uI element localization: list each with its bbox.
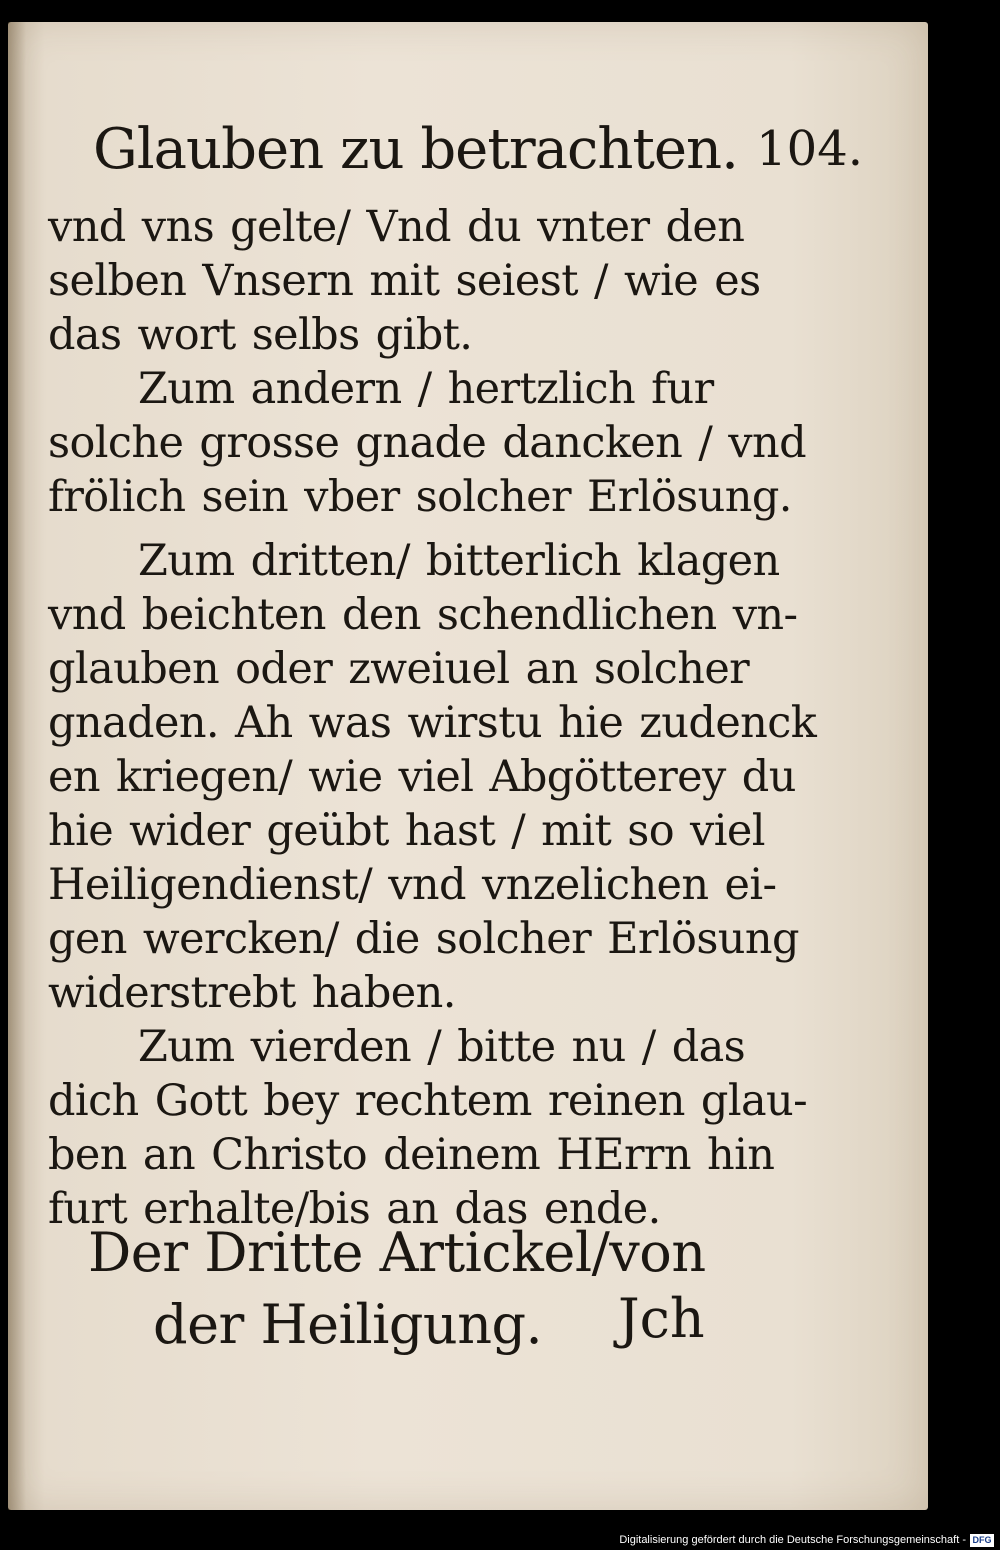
text-line: ben an Christo deinem HErrn hin: [48, 1130, 775, 1180]
section-heading-line-2: der Heiligung.: [153, 1293, 543, 1356]
dfg-logo: DFG: [970, 1534, 994, 1547]
text-line: glauben oder zweiuel an solcher: [48, 644, 750, 694]
section-heading-line-1: Der Dritte Artickel/von: [88, 1221, 706, 1284]
text-line: gnaden. Ah was wirstu hie zudenck: [48, 698, 817, 748]
digitization-credit: Digitalisierung gefördert durch die Deutsche Forschungsgemeinschaft -: [619, 1534, 966, 1546]
spine-shadow: [8, 22, 26, 1510]
book-page: [8, 22, 928, 1510]
text-line: furt erhalte/bis an das ende.: [48, 1184, 661, 1234]
text-line: Zum dritten/ bitterlich klagen: [138, 536, 780, 586]
text-line: frölich sein vber solcher Erlösung.: [48, 472, 792, 522]
text-line: gen wercken/ die solcher Erlösung: [48, 914, 799, 964]
text-line: solche grosse gnade dancken / vnd: [48, 418, 806, 468]
text-line: dich Gott bey rechtem reinen glau-: [48, 1076, 808, 1126]
catchword: Jch: [618, 1287, 705, 1350]
text-line: widerstrebt haben.: [48, 968, 456, 1018]
running-header: [93, 117, 863, 197]
text-line: vnd beichten den schendlichen vn-: [48, 590, 798, 640]
page-number: 104.: [756, 121, 863, 177]
text-line: en kriegen/ wie viel Abgötterey du: [48, 752, 796, 802]
text-line: das wort selbs gibt.: [48, 310, 473, 360]
body-text: [48, 200, 817, 1236]
text-line: Zum andern / hertzlich fur: [138, 364, 714, 414]
text-line: selben Vnsern mit seiest / wie es: [48, 256, 761, 306]
text-line: Heiligendienst/ vnd vnzelichen ei-: [48, 860, 777, 910]
text-line: hie wider geübt hast / mit so viel: [48, 806, 765, 856]
running-title: Glauben zu betrachten.: [93, 117, 738, 182]
text-line: vnd vns gelte/ Vnd du vnter den: [48, 202, 745, 252]
text-line: Zum vierden / bitte nu / das: [138, 1022, 746, 1072]
